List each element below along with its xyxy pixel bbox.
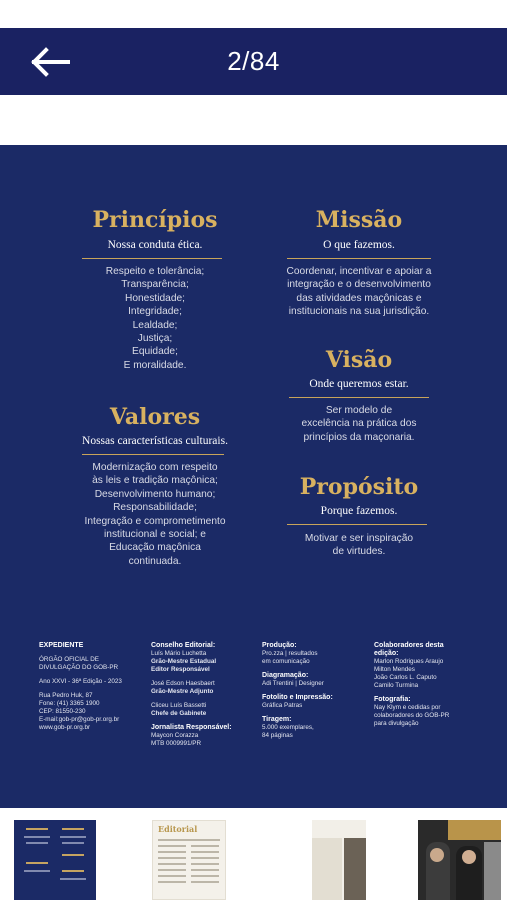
thumb-line <box>191 845 219 847</box>
visao-subtitle: Onde queremos estar. <box>309 378 409 390</box>
valores-text: Modernização com respeito às leis e tradição maçônica; Desenvolvimento humano; Responsabilidade; Integração e comprometimento institucional e social; e Educação maçônica continuada. <box>84 462 226 567</box>
thumb-line <box>26 862 48 864</box>
thumb-photo <box>344 838 366 900</box>
thumb-line <box>24 870 50 872</box>
missao-text: Coordenar, incentivar e apoiar a integração e o desenvolvimento das atividades maçônicas e institucionais na sua jurisdição. <box>286 266 432 318</box>
principios-divider <box>82 258 222 259</box>
missao-title: Missão <box>315 207 403 233</box>
principios-text: Respeito e tolerância; Transparência; Honestidade; Integridade; Lealdade; Justiça; Equidade; E moralidade. <box>105 266 205 371</box>
expediente-col2: Conselho Editorial: Luís Mário Luchetta Grão-Mestre Estadual Editor Responsável José Edson Haesbaert Grão-Mestre Adjunto Cliceu Luís Bassetti Chefe de Gabinete Jornalista Responsável: Maycon Corazza MTB 0009991/PR <box>151 642 232 747</box>
thumb-line <box>191 881 219 883</box>
thumb-line <box>60 836 86 838</box>
valores-subtitle: Nossas características culturais. <box>82 435 228 447</box>
expediente-col1: EXPEDIENTE ÓRGÃO OFICIAL DE DIVULGAÇÃO DO GOB-PR Ano XXVI - 36ª Edição - 2023 Rua Pedro Huk, 87 Fone: (41) 3365 1900 CEP: 81550-230 E-mail:gob-pr@gob-pr.org.br www.gob-pr.org.br <box>39 642 122 731</box>
expediente-col4: Colaboradores desta edição: Marlon Rodrigues Araujo Milton Mendes João Carlos L. Caputo Camilo Turmina Fotografia: Nay Klym e cedidas por colaboradores do GOB-PR para divulgação <box>374 642 450 727</box>
thumb-line <box>191 857 219 859</box>
thumb-text-block <box>312 838 342 900</box>
page-counter: 2/84 <box>227 46 280 76</box>
thumb-face-right <box>462 850 476 864</box>
proposito-title: Propósito <box>299 474 419 500</box>
thumb-line <box>26 828 48 830</box>
proposito-divider <box>287 524 427 525</box>
thumb-line <box>62 828 84 830</box>
thumb-background-wall <box>484 842 501 900</box>
thumb-line <box>62 854 84 856</box>
magazine-page <box>0 145 507 808</box>
top-bar <box>0 28 507 95</box>
thumb-line <box>191 851 219 853</box>
visao-text: Ser modelo de excelência na prática dos princípios da maçonaria. <box>301 405 417 443</box>
principios-subtitle: Nossa conduta ética. <box>107 239 203 251</box>
thumb-line <box>191 875 219 877</box>
valores-title: Valores <box>109 404 201 430</box>
thumbnail-strip <box>0 808 507 900</box>
thumb-line <box>62 842 84 844</box>
back-button[interactable] <box>28 46 76 78</box>
thumb-line <box>26 842 48 844</box>
thumbnail-page-2[interactable] <box>14 820 96 900</box>
expediente-col3: Produção: Pro.zza | resultados em comunicação Diagramação: Adi Trentini | Designer Fotolito e Impressão: Gráfica Patras Tiragem: 5.000 exemplares, 84 páginas <box>262 642 333 739</box>
thumbnail-page-5[interactable] <box>418 820 501 900</box>
thumb-line <box>24 836 50 838</box>
thumb-line <box>158 857 186 859</box>
visao-divider <box>289 397 429 398</box>
thumb-line <box>158 845 186 847</box>
proposito-text: Motivar e ser inspiração de virtudes. <box>304 533 414 558</box>
thumb-face-left <box>430 848 444 862</box>
thumb-line <box>62 870 84 872</box>
thumb-line <box>158 851 186 853</box>
thumbnail-page-3[interactable] <box>152 820 226 900</box>
thumb-line <box>158 881 186 883</box>
valores-divider <box>82 454 224 455</box>
visao-title: Visão <box>325 347 393 373</box>
thumb-line <box>191 869 219 871</box>
thumb-line <box>191 863 219 865</box>
thumb-line <box>158 869 186 871</box>
missao-subtitle: O que fazemos. <box>323 239 395 251</box>
thumb-line <box>158 839 220 841</box>
arrow-left-icon <box>28 46 76 78</box>
principios-title: Princípios <box>92 207 218 233</box>
thumb-line <box>60 878 86 880</box>
thumbnail-page-4[interactable] <box>312 820 366 900</box>
thumb-gold-band <box>448 820 501 840</box>
thumb-line <box>158 875 186 877</box>
proposito-subtitle: Porque fazemos. <box>320 505 398 517</box>
thumb-line <box>158 863 186 865</box>
thumb-title: Editorial <box>158 824 198 834</box>
missao-divider <box>287 258 431 259</box>
